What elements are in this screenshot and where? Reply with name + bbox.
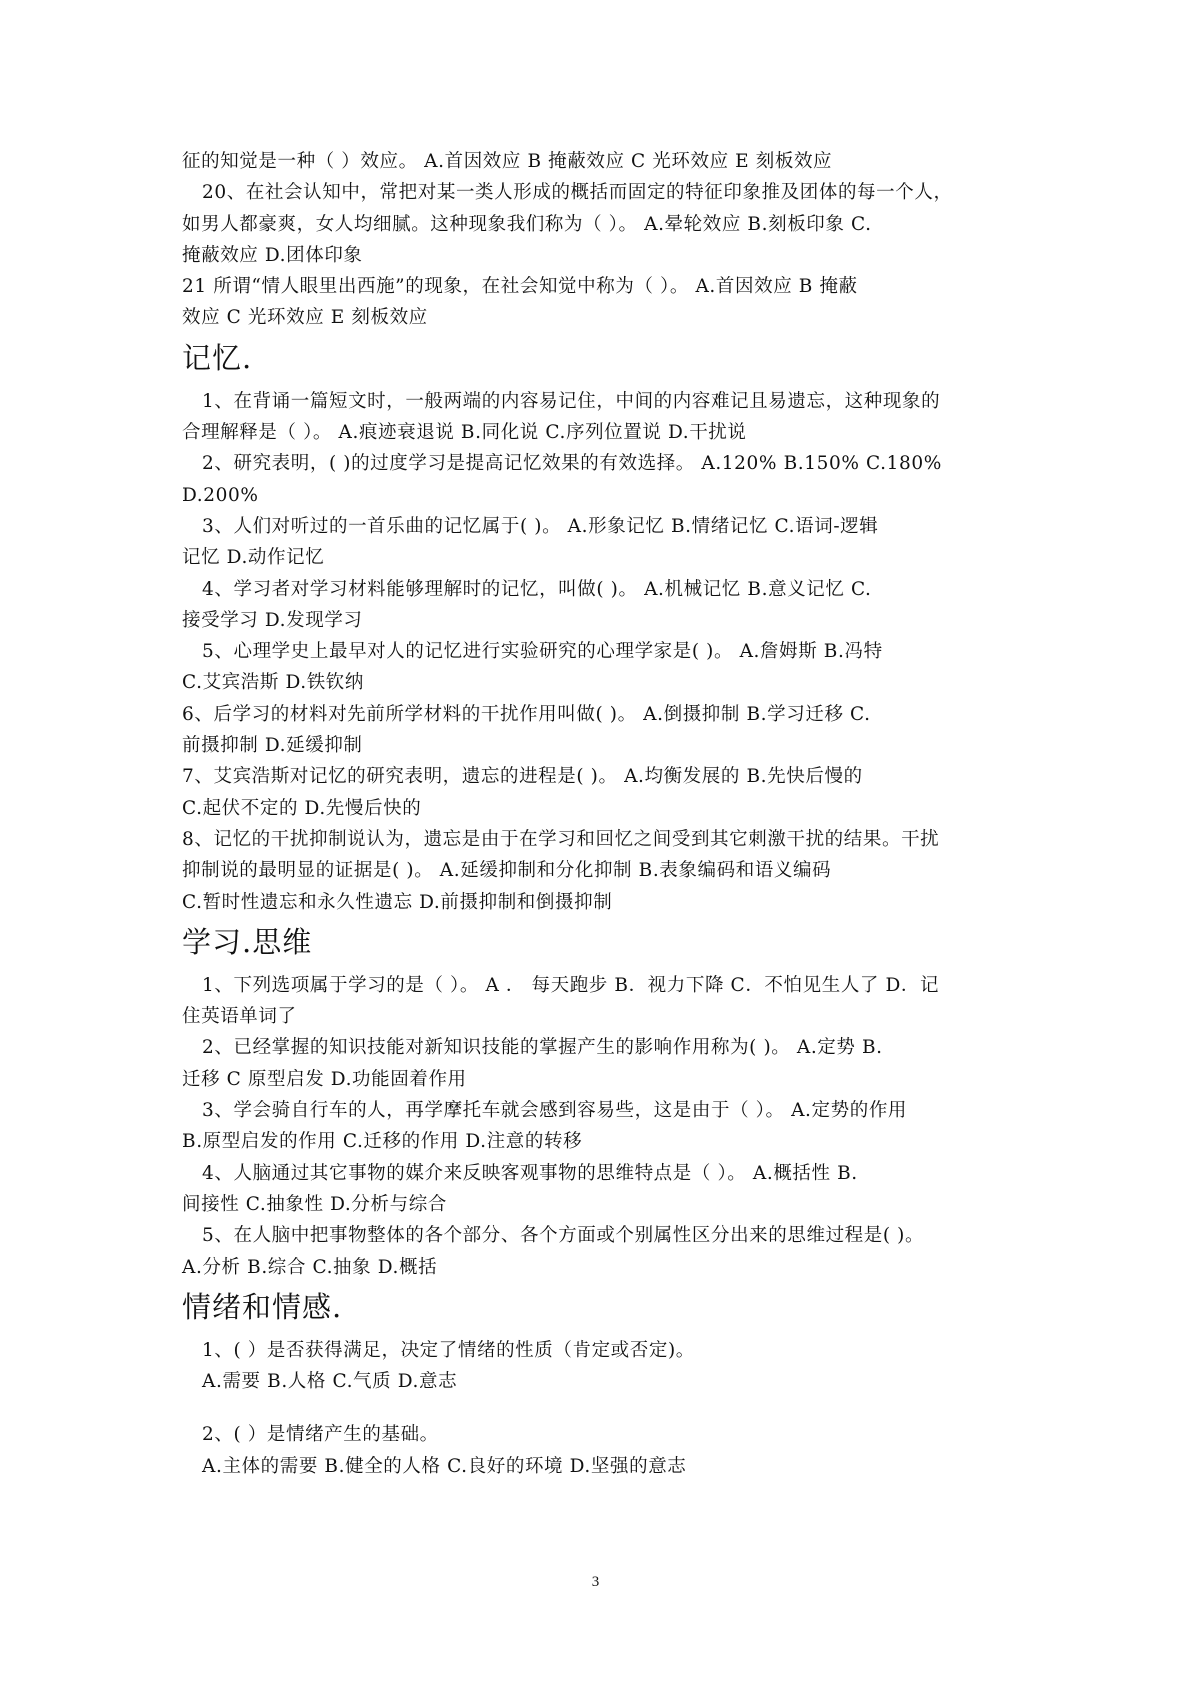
text-line: 1、在背诵一篇短文时，一般两端的内容易记住，中间的内容难记且易遗忘，这种现象的 bbox=[202, 390, 941, 412]
text-line: B.原型启发的作用 C.迁移的作用 D.注意的转移 bbox=[182, 1131, 583, 1153]
text-line: 4、人脑通过其它事物的媒介来反映客观事物的思维特点是（ ）。 A.概括性 B. bbox=[202, 1162, 858, 1184]
text-line: 住英语单词了 bbox=[182, 1006, 297, 1028]
text-line: 5、心理学史上最早对人的记忆进行实验研究的心理学家是( )。 A.詹姆斯 B.冯特 bbox=[202, 641, 883, 663]
text-line: 20、在社会认知中，常把对某一类人形成的概括而固定的特征印象推及团体的每一个人， bbox=[202, 182, 953, 204]
document-body bbox=[182, 146, 1016, 1482]
paragraph-gap bbox=[182, 1397, 1016, 1419]
text-line: 间接性 C.抽象性 D.分析与综合 bbox=[182, 1193, 447, 1215]
text-line: 1、下列选项属于学习的是（ ）。 A ． 每天跑步 B．视力下降 C．不怕见生人了 D．记 bbox=[202, 974, 940, 996]
text-line: C.艾宾浩斯 D.铁钦纳 bbox=[182, 672, 365, 694]
text-line: 8、记忆的干扰抑制说认为，遗忘是由于在学习和回忆之间受到其它刺激干扰的结果。干扰 bbox=[182, 828, 940, 850]
text-line: 迁移 C 原型启发 D.功能固着作用 bbox=[182, 1068, 467, 1090]
text-line: 1、( ）是否获得满足，决定了情绪的性质（肯定或否定)。 bbox=[202, 1339, 695, 1361]
text-line: 接受学习 D.发现学习 bbox=[182, 609, 363, 631]
text-line: 2、研究表明，( )的过度学习是提高记忆效果的有效选择。 A.120% B.150% C.180% bbox=[202, 453, 942, 475]
text-line: 合理解释是（ ）。 A.痕迹衰退说 B.同化说 C.序列位置说 D.干扰说 bbox=[182, 422, 747, 444]
text-line: A.需要 B.人格 C.气质 D.意志 bbox=[202, 1371, 458, 1393]
text-line: 3、人们对听过的一首乐曲的记忆属于( )。 A.形象记忆 B.情绪记忆 C.语词-逻辑 bbox=[202, 515, 879, 537]
text-line: 2、( ）是情绪产生的基础。 bbox=[202, 1424, 439, 1446]
text-line: 记忆 D.动作记忆 bbox=[182, 547, 325, 569]
text-line: D.200% bbox=[182, 484, 259, 506]
text-line: 掩蔽效应 D.团体印象 bbox=[182, 244, 363, 266]
text-line: 效应 C 光环效应 E 刻板效应 bbox=[182, 307, 428, 329]
text-line: 4、学习者对学习材料能够理解时的记忆，叫做( )。 A.机械记忆 B.意义记忆 C. bbox=[202, 578, 872, 600]
text-line: 7、艾宾浩斯对记忆的研究表明，遗忘的进程是( )。 A.均衡发展的 B.先快后慢的 bbox=[182, 766, 863, 788]
text-line: 前摄抑制 D.延缓抑制 bbox=[182, 735, 363, 757]
text-line: 征的知觉是一种（ ）效应。 A.首因效应 B 掩蔽效应 C 光环效应 E 刻板效应 bbox=[182, 151, 833, 172]
text-line: C.起伏不定的 D.先慢后快的 bbox=[182, 797, 422, 819]
text-line: 21 所谓“情人眼里出西施”的现象，在社会知觉中称为（ ）。 A.首因效应 B 掩蔽 bbox=[182, 276, 858, 298]
page-number: 3 bbox=[591, 1574, 600, 1590]
text-line: 2、已经掌握的知识技能对新知识技能的掌握产生的影响作用称为( )。 A.定势 B. bbox=[202, 1037, 883, 1059]
text-line: 如男人都豪爽，女人均细腻。这种现象我们称为（ ）。 A.晕轮效应 B.刻板印象 C. bbox=[182, 213, 872, 235]
text-line: A.主体的需要 B.健全的人格 C.良好的环境 D.坚强的意志 bbox=[202, 1455, 687, 1477]
text-line: A.分析 B.综合 C.抽象 D.概括 bbox=[182, 1256, 438, 1278]
text-line: 3、学会骑自行车的人，再学摩托车就会感到容易些，这是由于（ ）。 A.定势的作用 bbox=[202, 1100, 908, 1122]
text-line: 抑制说的最明显的证据是( )。 A.延缓抑制和分化抑制 B.表象编码和语义编码 bbox=[182, 860, 832, 882]
section-heading: 学习.思维 bbox=[182, 924, 313, 959]
text-line: 6、后学习的材料对先前所学材料的干扰作用叫做( )。 A.倒摄抑制 B.学习迁移 C. bbox=[182, 703, 871, 725]
text-line: C.暂时性遗忘和永久性遗忘 D.前摄抑制和倒摄抑制 bbox=[182, 891, 613, 913]
section-heading: 情绪和情感. bbox=[182, 1289, 343, 1324]
text-line: 5、在人脑中把事物整体的各个部分、各个方面或个别属性区分出来的思维过程是( )。 bbox=[202, 1225, 925, 1247]
section-heading: 记忆. bbox=[182, 340, 253, 375]
